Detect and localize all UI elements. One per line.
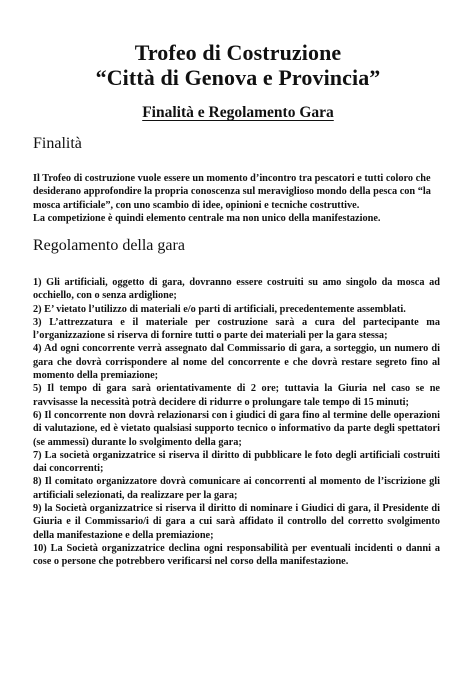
- title-line-1: Trofeo di Costruzione: [134, 40, 342, 65]
- rule-item: 10) La Società organizzatrice declina ogni responsabilità per eventuali incidenti o danni a cose o persone che potrebbero verificarsi nel corso della manifestazione.: [33, 542, 440, 568]
- rule-item: 4) Ad ogni concorrente verrà assegnato dal Commissario di gara, a sorteggio, un numero di gara che dovrà corrispondere al nome del concorrente e che dovrà restare segreto fino al momento della premiazione;: [33, 343, 440, 382]
- rule-item: 7) La società organizzatrice si riserva il diritto di pubblicare le foto degli artificiali costruiti dai concorrenti;: [33, 449, 440, 475]
- rule-item: 2) E’ vietato l’utilizzo di materiali e/o parti di artificiali, precedentemente assemblati.: [33, 303, 406, 315]
- rule-item: 6) Il concorrente non dovrà relazionarsi con i giudici di gara fino al termine delle operazioni di valutazione, ed è vietato qualsiasi supporto tecnico o informativo da parte degli spettatori (se ammessi) durante lo svolgimento della gara;: [33, 409, 440, 448]
- document-subtitle: [0, 104, 476, 122]
- section-heading-finalita: Finalità: [33, 135, 82, 152]
- section-heading-regolamento: Regolamento della gara: [33, 237, 185, 254]
- rule-item: 8) Il comitato organizzatore dovrà comunicare ai concorrenti al momento de l’iscrizione gli artificiali selezionati, da realizzare per la gara;: [33, 476, 440, 501]
- rule-item: 9) la Società organizzatrice si riserva il diritto di nominare i Giudici di gara, il Presidente di Giuria e il Commissario/i di gara a cui sarà affidato il controllo del corretto svolgimento della manifestazione e della premiazione;: [33, 503, 440, 541]
- title-line-2: “Città di Genova e Provincia”: [95, 65, 381, 90]
- rules-list: [33, 276, 440, 569]
- rule-item: 1) Gli artificiali, oggetto di gara, dovranno essere costruiti su amo singolo da mosca ad occhiello, con o senza ardiglione;: [33, 277, 440, 302]
- finalita-paragraph: [33, 172, 440, 225]
- finalita-text: Il Trofeo di costruzione vuole essere un momento d’incontro tra pescatori e tutti coloro che desiderano approfondire la propria conoscenza sul meraviglioso mondo della pesca con “la mosca artificiale”, con uno scambio di idee, opinioni e tecniche costruttive.: [33, 173, 431, 211]
- finalita-text-2: La competizione è quindi elemento centrale ma non unico della manifestazione.: [33, 212, 381, 224]
- rule-item: 3) L’attrezzatura e il materiale per costruzione sarà a cura del partecipante ma l’organizzazione si riserva di fornire tutti o parte dei materiali per la gara stessa;: [33, 316, 440, 342]
- document-title: [0, 40, 476, 90]
- subtitle-text: Finalità e Regolamento Gara: [142, 104, 334, 121]
- rule-item: 5) Il tempo di gara sarà orientativamente di 2 ore; tuttavia la Giuria nel caso se ne ravvisasse la necessità potrà decidere di ridurre o prolungare tale tempo di 15 minuti;: [33, 383, 440, 408]
